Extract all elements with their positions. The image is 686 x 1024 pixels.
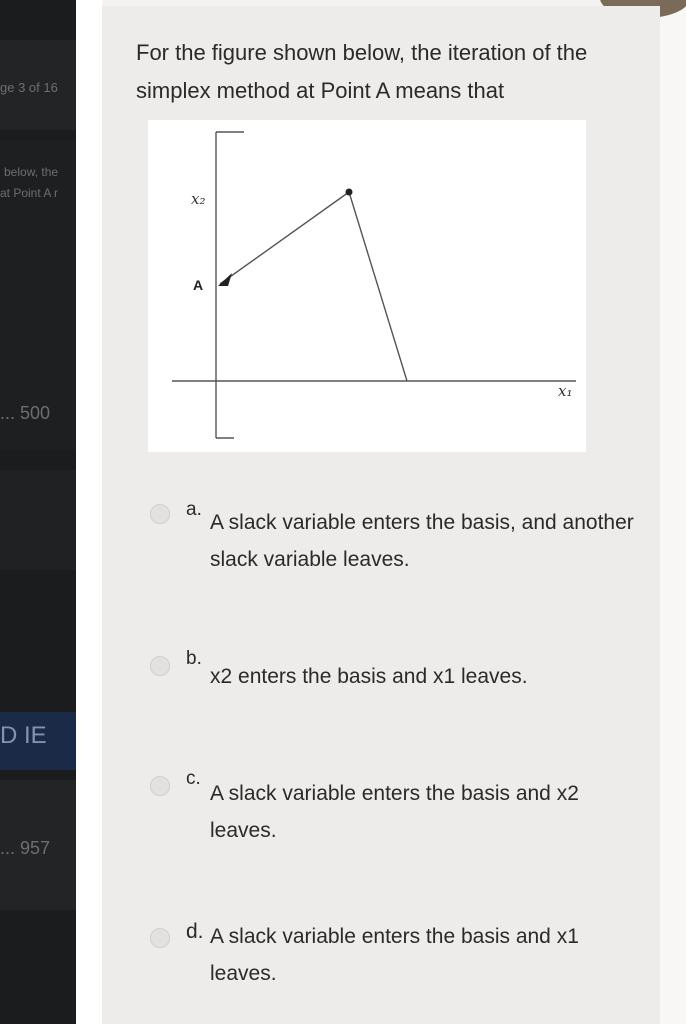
option-c-radio[interactable] (150, 776, 170, 796)
option-a[interactable] (150, 496, 650, 586)
edge-vertex-to-x1 (349, 192, 407, 381)
option-b-letter: b. (186, 648, 202, 669)
option-b-radio[interactable] (150, 656, 170, 676)
option-d-radio[interactable] (150, 928, 170, 948)
option-a-letter: a. (186, 499, 202, 520)
option-c-text: A slack variable enters the basis and x2 leaves. (210, 782, 579, 842)
background-snippet-line1: below, the (4, 165, 59, 179)
background-points-2: ... 957 (0, 838, 51, 858)
x1-axis-label: x₁ (558, 382, 573, 400)
option-a-text: A slack variable enters the basis, and another slack variable leaves. (210, 511, 634, 571)
background-snippet-line2: at Point A r (0, 186, 59, 200)
background-page-indicator: ge 3 of 16 (0, 80, 58, 95)
page-gutter (76, 0, 102, 1024)
background-points-1: ... 500 (0, 403, 51, 423)
option-d-text: A slack variable enters the basis and x1 leaves. (210, 925, 579, 985)
option-b-text: x2 enters the basis and x1 leaves. (210, 665, 528, 688)
simplex-figure (148, 120, 586, 452)
edge-a-to-vertex (220, 192, 349, 284)
option-c-letter: c. (186, 768, 201, 789)
background-banner-text: D IE (0, 722, 47, 749)
background-page-panel (0, 0, 76, 1024)
simplex-figure-svg (148, 120, 586, 452)
option-c[interactable] (150, 768, 650, 858)
option-d[interactable] (150, 918, 650, 998)
option-d-letter: d. (186, 920, 204, 943)
option-b[interactable] (150, 648, 650, 698)
point-a-label: A (193, 277, 204, 293)
x2-axis-label: x₂ (191, 190, 206, 208)
option-a-radio[interactable] (150, 504, 170, 524)
question-text: For the figure shown below, the iteration of the simplex method at Point A means that (136, 40, 588, 103)
background-option-band (0, 470, 76, 570)
top-vertex-dot (346, 189, 353, 196)
page-right-edge (660, 0, 686, 1024)
